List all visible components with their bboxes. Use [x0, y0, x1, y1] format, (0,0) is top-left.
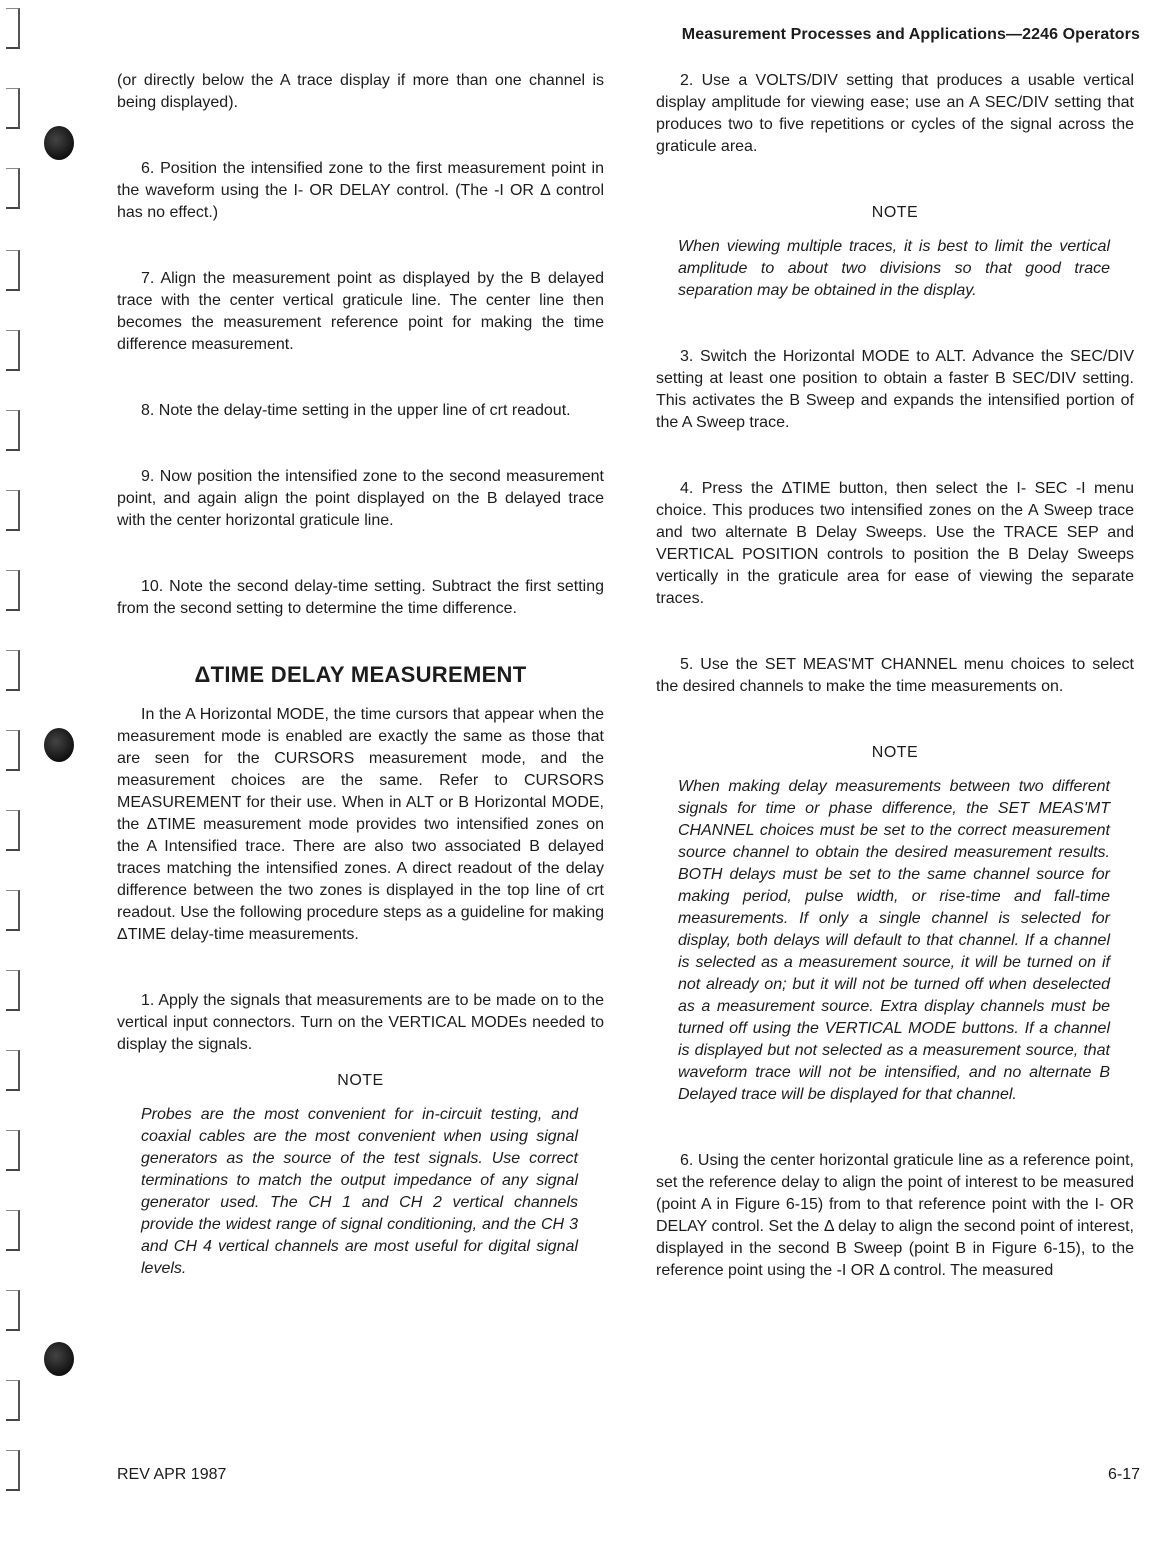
binder-mark: [6, 970, 20, 1011]
binder-mark: [6, 330, 20, 371]
step-7-paragraph: 7. Align the measurement point as displayed by the B delayed trace with the center vertical graticule line. The center line then becomes the measurement reference point for making the time difference measurement.: [117, 270, 604, 353]
binder-mark: [6, 410, 20, 451]
page-number: 6-17: [1107, 1466, 1140, 1483]
note-body: Probes are the most convenient for in-circuit testing, and coaxial cables are the most convenient when using signal generators as the source of the test signals. Use correct terminations to match the output impedance of any signal generator used. The CH 1 and CH 2 vertical channels provide the widest range of signal conditioning, and the CH 3 and CH 4 vertical channels are most useful for digital signal levels.: [141, 1106, 578, 1277]
binder-mark: [6, 1210, 20, 1251]
note-body: When making delay measurements between two different signals for time or phase difference, the SET MEAS'MT CHANNEL choices must be set to the correct measurement source channel to obtain the desired measurement results. BOTH delays must be set to the same channel source for making period, pulse width, or rise-time and fall-time measurements. If only a single channel is selected for display, both delays will default to that channel. If a channel is selected as a measurement source, it will be turned on if not already on; but it will not be turned off when deselected as a measurement source. Extra display channels must be turned off using the VERTICAL MODE buttons. If a channel is displayed but not selected as a measurement source, that waveform trace will not be intensified, and no alternate B Delayed trace will be displayed for that channel.: [678, 778, 1110, 1103]
step-8-paragraph: 8. Note the delay-time setting in the upper line of crt readout.: [141, 402, 571, 419]
section-title: ΔTIME DELAY MEASUREMENT: [194, 662, 527, 687]
intro-paragraph: (or directly below the A trace display if more than one channel is being displayed).: [117, 72, 604, 111]
punch-hole: [44, 1342, 74, 1376]
step-10-paragraph: 10. Note the second delay-time setting. Subtract the first setting from the second setting to determine the time difference.: [117, 578, 604, 617]
binder-mark: [6, 1380, 20, 1421]
section-body-paragraph: In the A Horizontal MODE, the time cursors that appear when the measurement mode is enabled are exactly the same as those that are seen for the CURSORS measurement mode, and the measurement choices are the same. Refer to CURSORS MEASUREMENT for their use. When in ALT or B Horizontal MODE, the ΔTIME measurement mode provides two intensified zones on the A Intensified trace. There are also two associated B delayed traces matching the intensified zones. A direct readout of the delay difference between the two zones is displayed in the top line of crt readout. Use the following procedure steps as a guideline for making ΔTIME delay-time measurements.: [117, 706, 604, 943]
step-6-paragraph: 6. Position the intensified zone to the first measurement point in the waveform using the I- OR DELAY control. (The -I OR Δ control has no effect.): [117, 160, 604, 221]
step-5-paragraph: 5. Use the SET MEAS'MT CHANNEL menu choices to select the desired channels to make the time measurements on.: [656, 656, 1134, 695]
note-heading: NOTE: [337, 1072, 384, 1089]
binder-mark: [6, 730, 20, 771]
note-body: When viewing multiple traces, it is best to limit the vertical amplitude to about two divisions so that good trace separation may be obtained in the display.: [678, 238, 1110, 299]
binder-mark: [6, 490, 20, 531]
binder-mark: [6, 650, 20, 691]
binder-mark: [6, 810, 20, 851]
binder-mark: [6, 88, 20, 129]
binder-mark: [6, 250, 20, 291]
binder-mark: [6, 570, 20, 611]
revision-footer: REV APR 1987: [117, 1466, 227, 1483]
running-header: Measurement Processes and Applications—2246 Operators: [681, 26, 1140, 43]
step-9-paragraph: 9. Now position the intensified zone to the second measurement point, and again align the point displayed on the B delayed trace with the center horizontal graticule line.: [117, 468, 604, 529]
note-heading: NOTE: [871, 744, 919, 761]
binder-mark: [6, 1130, 20, 1171]
note-heading: NOTE: [871, 204, 919, 221]
binder-mark: [6, 168, 20, 209]
left-column: [117, 70, 604, 1324]
binder-mark: [6, 1450, 20, 1491]
step-3-paragraph: 3. Switch the Horizontal MODE to ALT. Advance the SEC/DIV setting at least one position to obtain a faster B SEC/DIV setting. This activates the B Sweep and expands the intensified portion of the A Sweep trace.: [656, 348, 1134, 431]
step-2-paragraph: 2. Use a VOLTS/DIV setting that produces a usable vertical display amplitude for viewing ease; use an A SEC/DIV setting that produces two to five repetitions or cycles of the signal across the graticule area.: [656, 72, 1134, 155]
punch-hole: [44, 126, 74, 160]
right-column: [656, 70, 1134, 1326]
binder-mark: [6, 1050, 20, 1091]
binder-mark: [6, 8, 20, 49]
step-6-paragraph: 6. Using the center horizontal graticule line as a reference point, set the reference delay to align the point of interest to be measured (point A in Figure 6-15) from to that reference point with the I- OR DELAY control. Set the Δ delay to align the second point of interest, displayed in the second B Sweep (point B in Figure 6-15), to the reference point using the -I OR Δ control. The measured: [656, 1152, 1134, 1279]
step-1-paragraph: 1. Apply the signals that measurements are to be made on to the vertical input connectors. Turn on the VERTICAL MODEs needed to display the signals.: [117, 992, 604, 1053]
binder-mark: [6, 1290, 20, 1331]
step-4-paragraph: 4. Press the ΔTIME button, then select the I- SEC -I menu choice. This produces two intensified zones on the A Sweep trace and two alternate B Delay Sweeps. Use the TRACE SEP and VERTICAL POSITION controls to position the B Delay Sweeps vertically in the graticule area for ease of viewing the separate traces.: [656, 480, 1134, 607]
binder-mark: [6, 890, 20, 931]
punch-hole: [44, 728, 74, 762]
